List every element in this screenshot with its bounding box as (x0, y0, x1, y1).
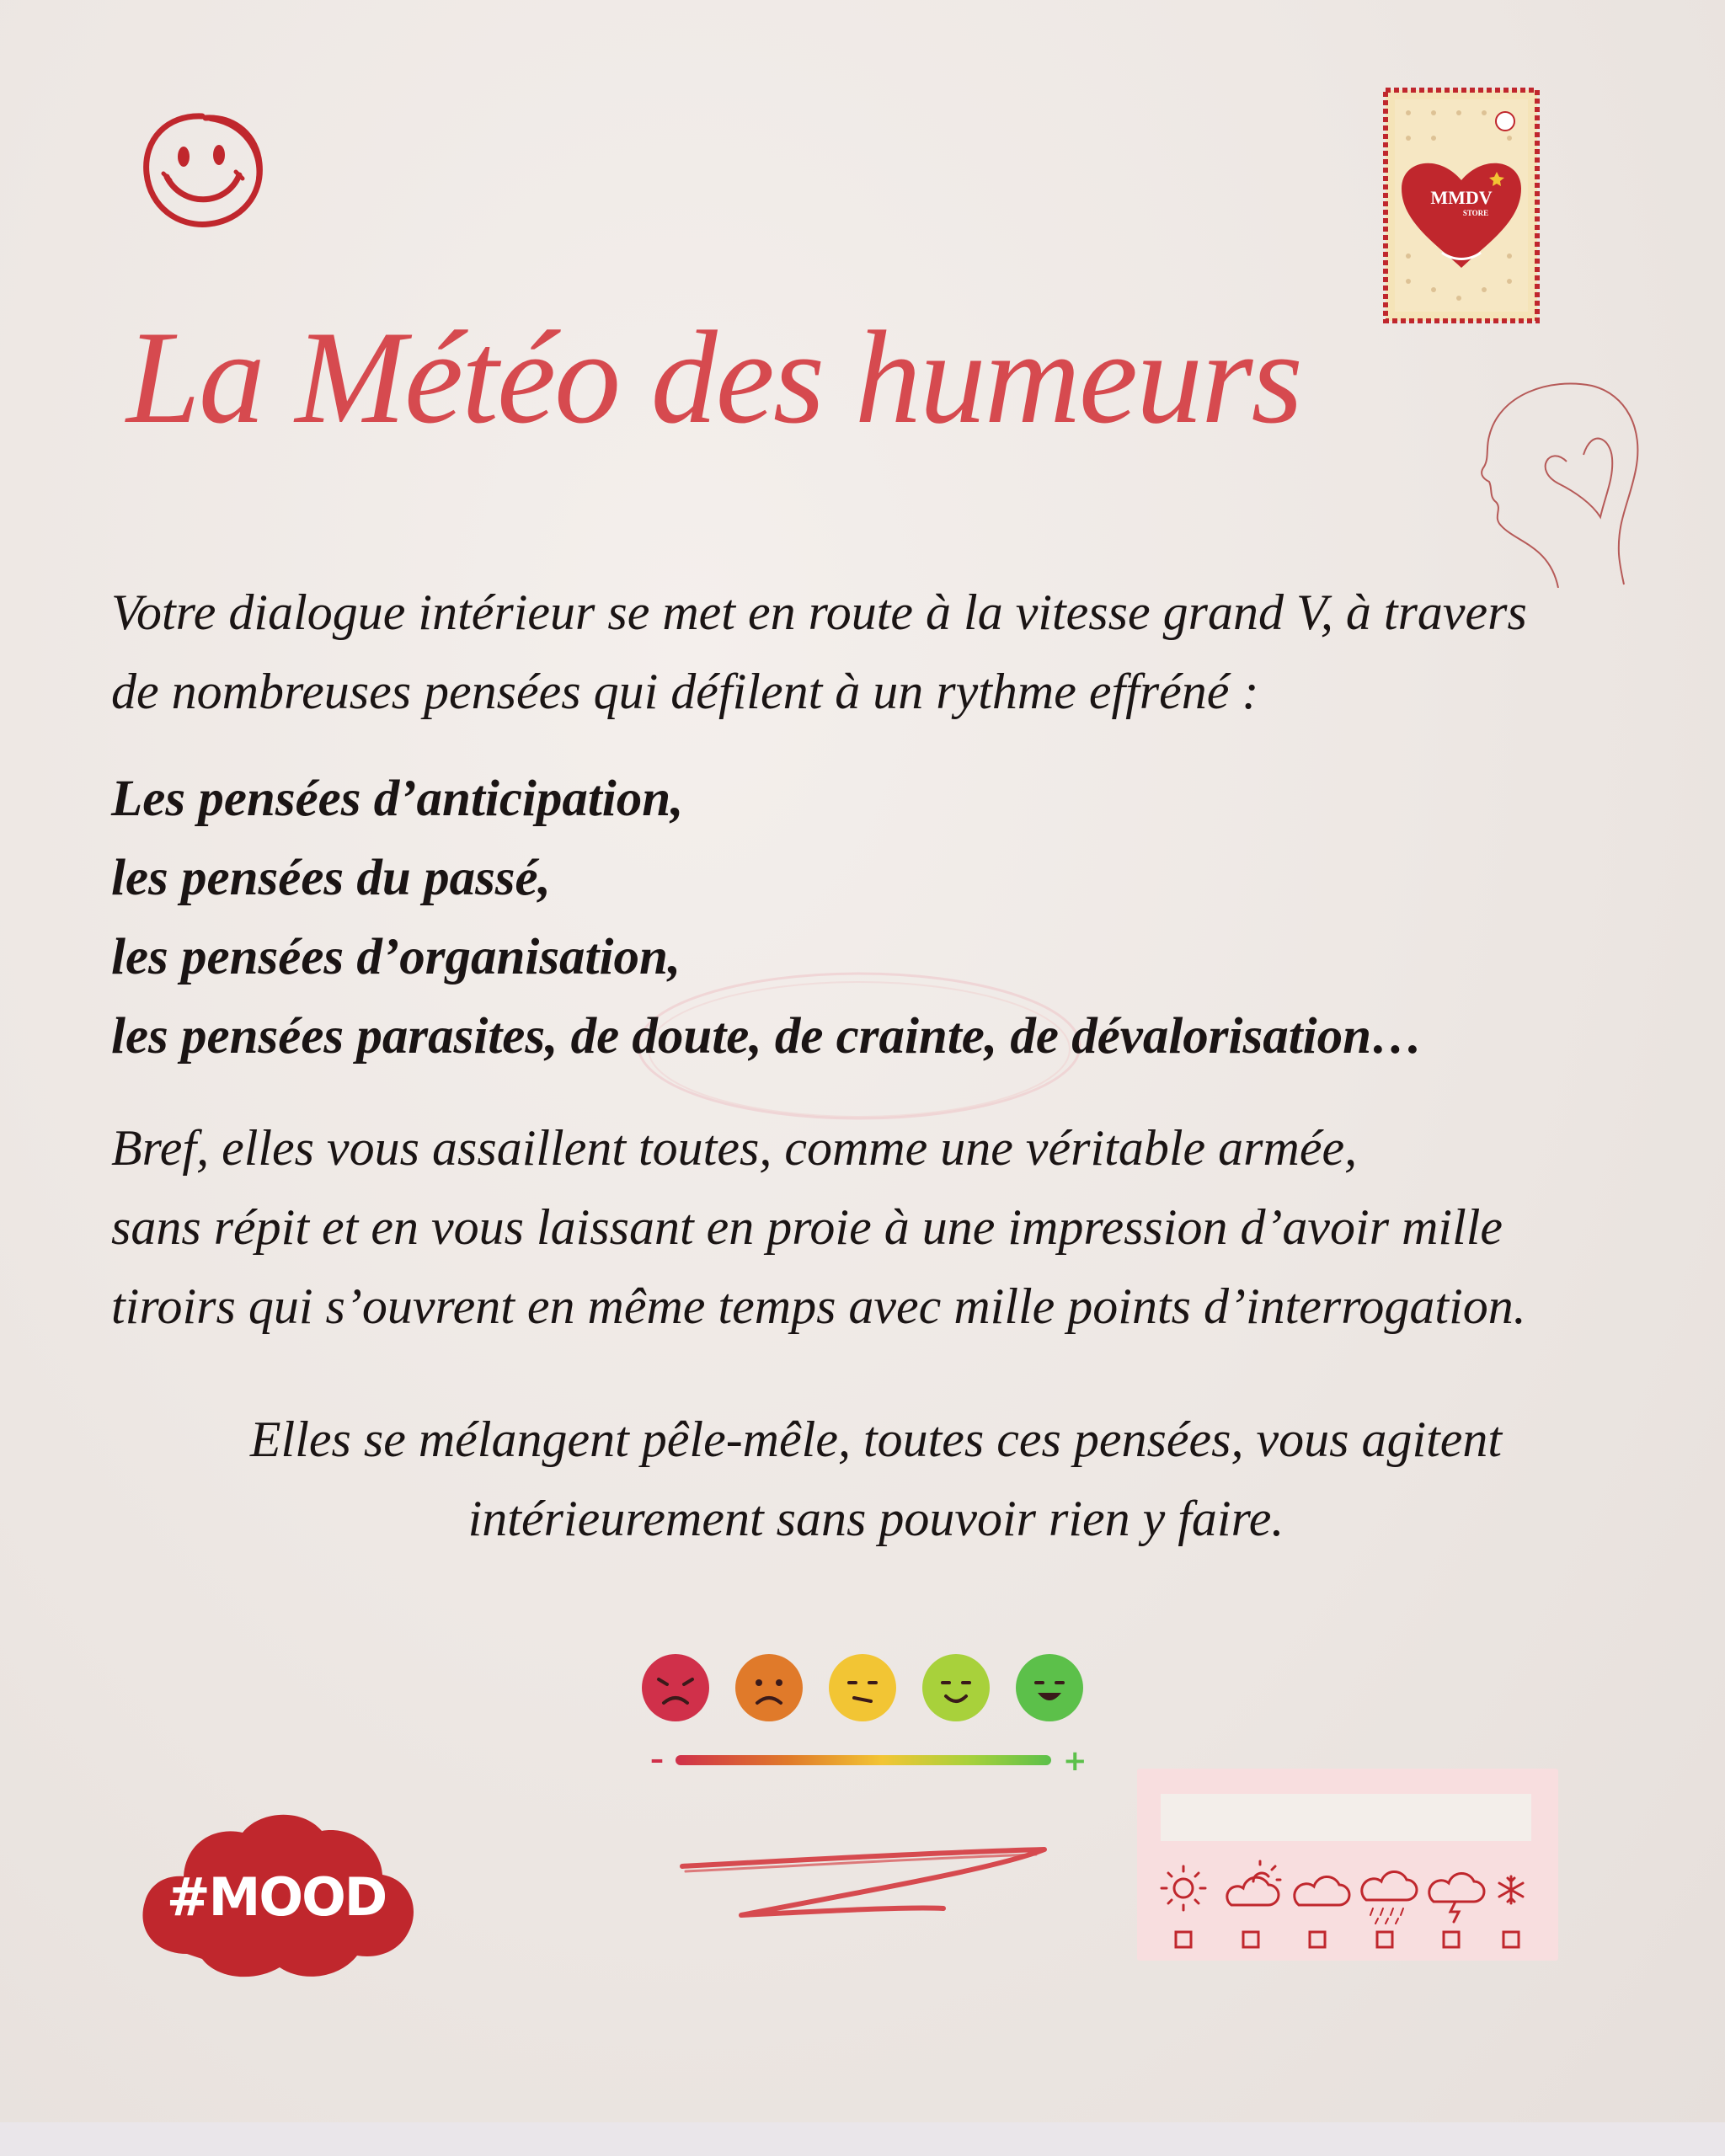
page-title: La Météo des humeurs (126, 304, 1301, 451)
rain-icon (1362, 1871, 1417, 1924)
closing-line: Elles se mélangent pêle-mêle, toutes ces pensées, vous agitent (249, 1412, 1503, 1467)
bref-line: Bref, elles vous assaillent toutes, comme une véritable armée, (111, 1120, 1358, 1176)
weather-icons-row (1137, 1853, 1558, 1961)
checkbox-snow[interactable] (1503, 1932, 1519, 1947)
stamp-sub: STORE (1462, 209, 1489, 217)
closing-line: intérieurement sans pouvoir rien y faire. (467, 1491, 1284, 1546)
mood-face-content (922, 1654, 990, 1721)
scale-max-label: + (1063, 1744, 1087, 1777)
thought-item: les pensées d’organisation, (111, 929, 681, 985)
scribble-decoration (674, 1836, 1061, 1929)
mood-face-happy (1016, 1654, 1083, 1721)
mood-gradient-bar (676, 1755, 1051, 1765)
brand-stamp (1383, 88, 1540, 323)
checkbox-sun[interactable] (1176, 1932, 1191, 1947)
checkbox-rain[interactable] (1377, 1932, 1392, 1947)
weather-checkboxes (1176, 1932, 1519, 1947)
intro-line: de nombreuses pensées qui défilent à un rythme effréné : (111, 664, 1259, 719)
mood-face-sad (735, 1654, 803, 1721)
snowflake-icon (1499, 1876, 1523, 1903)
mood-face-neutral (829, 1654, 896, 1721)
mood-tag-text: #MOOD (166, 1866, 387, 1928)
checkbox-partly-sunny[interactable] (1243, 1932, 1258, 1947)
stamp-brand: MMDV (1430, 187, 1493, 208)
weather-card (1137, 1769, 1558, 1961)
bref-line: sans répit et en vous laissant en proie à une impression d’avoir mille (111, 1199, 1503, 1255)
checkbox-cloud[interactable] (1310, 1932, 1325, 1947)
scale-min-label: – (650, 1743, 664, 1775)
cloud-icon (1295, 1876, 1349, 1905)
closing-paragraph (135, 1400, 1617, 1558)
mood-scale (632, 1651, 1095, 1777)
weather-label-box (1161, 1794, 1531, 1841)
intro-paragraph (111, 573, 1661, 731)
head-heart-icon (1457, 377, 1642, 588)
sun-icon (1162, 1866, 1205, 1910)
checkbox-storm[interactable] (1444, 1932, 1459, 1947)
thoughts-list (111, 760, 1661, 1076)
bottom-strip (0, 2122, 1725, 2156)
intro-line: Votre dialogue intérieur se met en route à la vitesse grand V, à travers (111, 584, 1527, 640)
smiley-icon (135, 108, 270, 234)
thought-item: Les pensées d’anticipation, (111, 771, 684, 827)
partly-sunny-icon (1227, 1861, 1280, 1905)
mood-tag-cloud (136, 1802, 416, 1983)
bref-line: tiroirs qui s’ouvrent en même temps avec mille points d’interrogation. (111, 1278, 1526, 1334)
storm-icon (1429, 1873, 1484, 1922)
thought-item: les pensées du passé, (111, 850, 551, 906)
bref-paragraph (111, 1108, 1661, 1346)
mood-face-angry (642, 1654, 709, 1721)
thought-item: les pensées parasites, de doute, de crainte, de dévalorisation… (111, 1008, 1423, 1065)
